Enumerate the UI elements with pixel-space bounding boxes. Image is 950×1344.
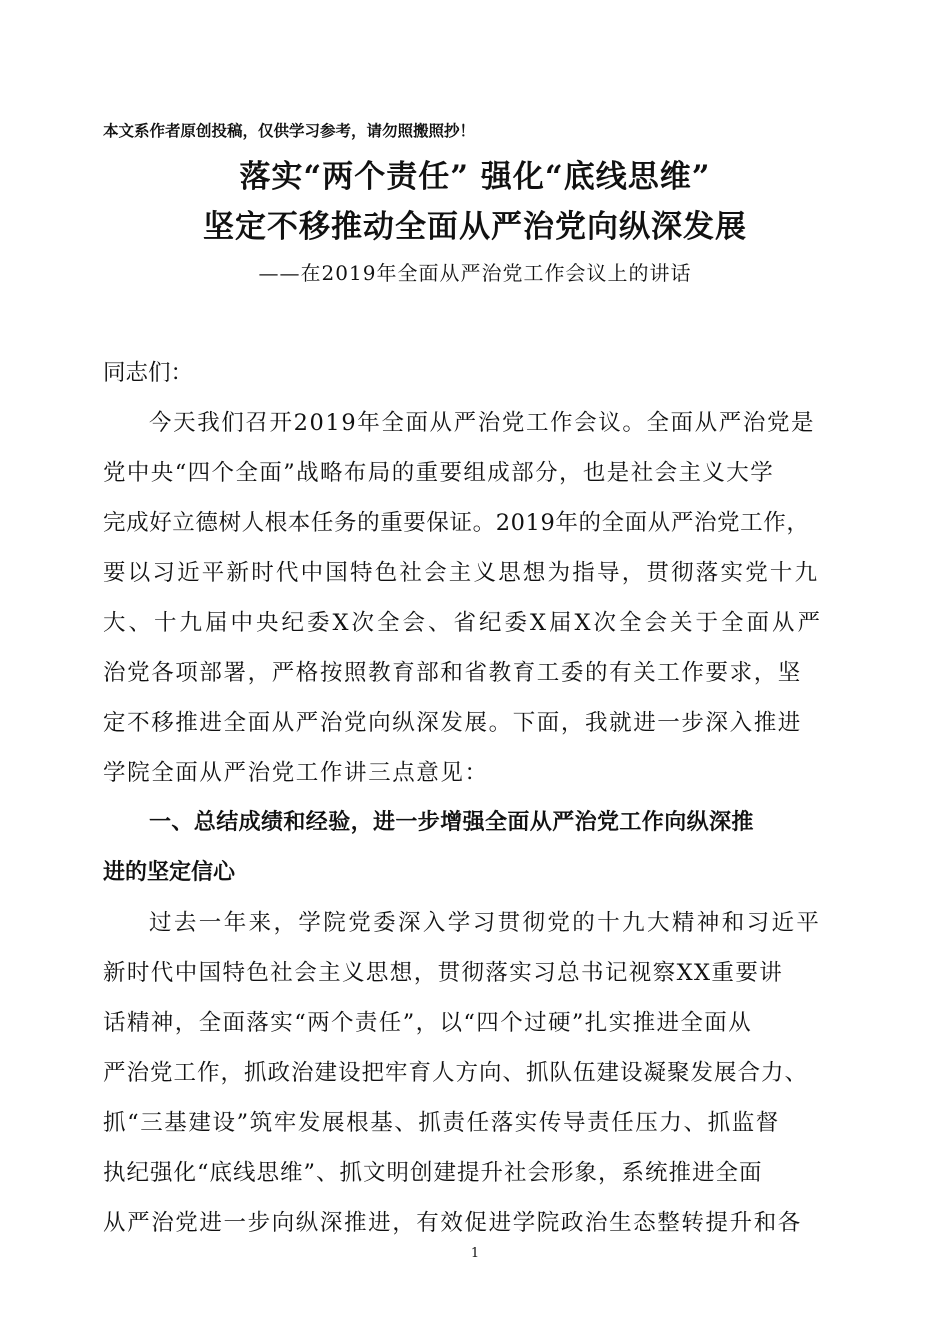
paragraph-line: 学院全面从严治党工作讲三点意见：	[103, 760, 489, 786]
paragraph-line: 从严治党进一步向纵深推进，有效促进学院政治生态整转提升和各	[103, 1210, 802, 1236]
heading-line: 一、总结成绩和经验，进一步增强全面从严治党工作向纵深推	[149, 810, 754, 835]
paragraph-line: 抓“三基建设”筑牢发展根基、抓责任落实传导责任压力、抓监督	[103, 1110, 780, 1136]
paragraph-line: 完成好立德树人根本任务的重要保证。2019年的全面从严治党工作，	[103, 510, 810, 536]
copyright-notice: 本文系作者原创投稿，仅供学习参考，请勿照搬照抄！	[103, 121, 476, 140]
title-line-1: 落实“两个责任” 强化“底线思维”	[239, 159, 711, 195]
heading-line: 进的坚定信心	[103, 860, 236, 885]
paragraph-line: 话精神，全面落实“两个责任”，以“四个过硬”扎实推进全面从	[103, 1010, 753, 1036]
paragraph-line: 党中央“四个全面”战略布局的重要组成部分，也是社会主义大学	[103, 460, 775, 486]
paragraph-line: 今天我们召开2019年全面从严治党工作会议。全面从严治党是	[149, 410, 816, 436]
paragraph-line: 定不移推进全面从严治党向纵深发展。下面，我就进一步深入推进	[103, 710, 802, 736]
paragraph-line: 执纪强化“底线思维”、抓文明创建提升社会形象，系统推进全面	[103, 1160, 763, 1186]
subtitle: ——在2019年全面从严治党工作会议上的讲话	[258, 261, 692, 285]
greeting-text: 同志们：	[103, 360, 194, 386]
paragraph-line: 治党各项部署，严格按照教育部和省教育工委的有关工作要求，坚	[103, 660, 802, 686]
paragraph-line: 过去一年来，学院党委深入学习贯彻党的十九大精神和习近平	[149, 910, 822, 936]
paragraph-line: 要以习近平新时代中国特色社会主义思想为指导，贯彻落实党十九	[103, 560, 820, 586]
paragraph-line: 严治党工作，抓政治建设把牢育人方向、抓队伍建设凝聚发展合力、	[103, 1060, 809, 1086]
title-line-2: 坚定不移推动全面从严治党向纵深发展	[203, 209, 747, 245]
page-number: 1	[470, 1246, 480, 1261]
paragraph-line: 大、十九届中央纪委X次全会、省纪委X届X次全会关于全面从严	[103, 610, 824, 636]
paragraph-line: 新时代中国特色社会主义思想，贯彻落实习总书记视察XX重要讲	[103, 960, 784, 986]
